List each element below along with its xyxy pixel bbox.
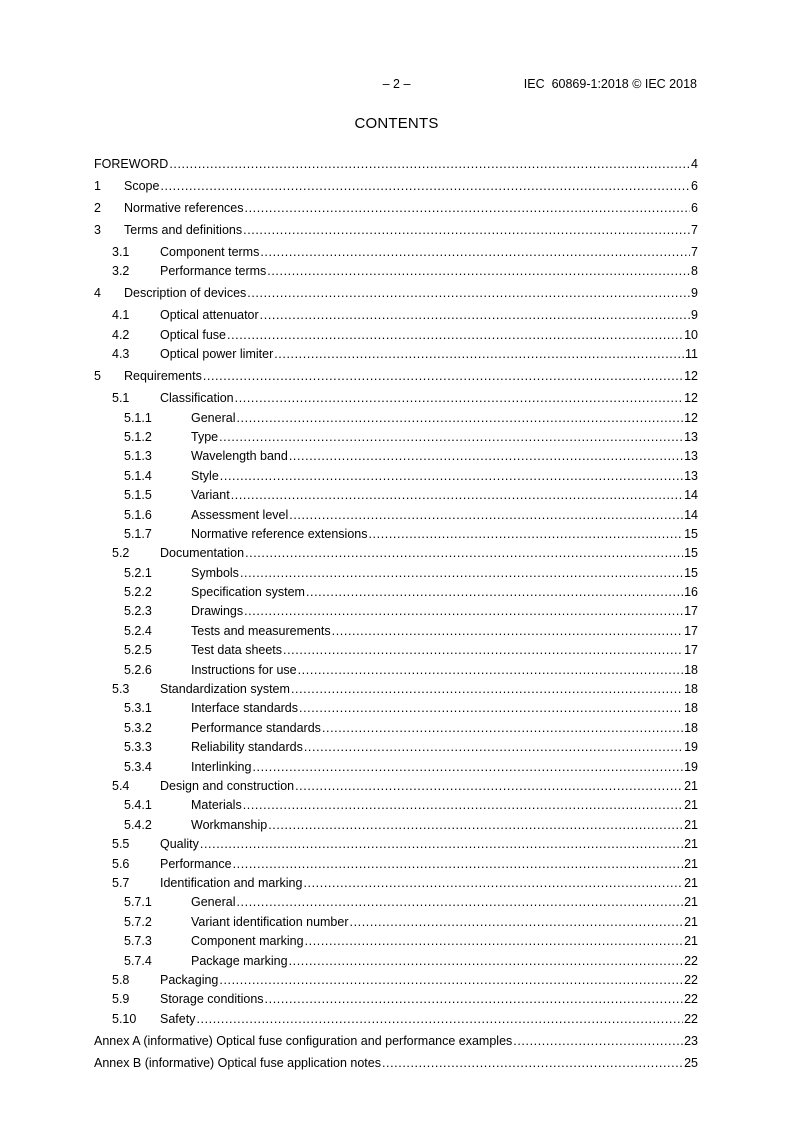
toc-entry-title: Component marking [191, 934, 304, 949]
toc-entry[interactable] [94, 740, 698, 755]
toc-entry[interactable] [94, 624, 698, 639]
toc-leader-dots [244, 604, 683, 619]
toc-entry[interactable] [94, 201, 698, 216]
toc-entry-number: 3.2 [112, 264, 130, 279]
standard-reference: IEC 60869-1:2018 © IEC 2018 [523, 77, 697, 91]
toc-entry[interactable] [94, 876, 698, 891]
toc-entry-title: Identification and marking [160, 875, 303, 890]
toc-entry-page: 16 [684, 585, 698, 600]
toc-leader-dots [332, 624, 683, 639]
toc-leader-dots [298, 663, 683, 678]
toc-entry-title: Test data sheets [191, 643, 283, 658]
toc-entry[interactable] [94, 347, 698, 362]
page-title: CONTENTS [354, 115, 439, 132]
toc-leader-dots [267, 264, 690, 279]
toc-entry-number: 5.3.2 [124, 720, 152, 735]
toc-entry-page: 18 [684, 662, 698, 677]
toc-entry-page: 21 [684, 778, 698, 793]
toc-entry-title: Component terms [160, 245, 260, 259]
toc-leader-dots [289, 508, 683, 523]
toc-entry-number: 5.2.1 [124, 565, 152, 580]
toc-entry[interactable] [94, 566, 698, 581]
toc-entry-number: 5.2 [112, 546, 130, 561]
toc-entry-title: Normative references [124, 201, 244, 215]
toc-entry-title: Terms and definitions [124, 223, 243, 237]
toc-entry-page: 12 [684, 369, 698, 384]
toc-entry-page: 21 [684, 914, 698, 929]
toc-entry[interactable] [94, 527, 698, 542]
toc-leader-dots [260, 308, 690, 323]
toc-entry[interactable] [94, 779, 698, 794]
toc-entry-number: 3 [94, 223, 101, 237]
toc-entry-number: 5.4.2 [124, 817, 152, 832]
toc-entry-title: Variant identification number [191, 914, 349, 929]
toc-entry-title: Specification system [191, 585, 305, 600]
toc-leader-dots [295, 779, 683, 794]
toc-entry-number: 5.4 [112, 778, 130, 793]
toc-entry[interactable] [94, 798, 698, 813]
toc-entry-number: 5.1.3 [124, 449, 152, 464]
toc-entry-number: 5.5 [112, 837, 130, 852]
toc-entry-title: Safety [160, 1011, 196, 1026]
toc-entry[interactable] [94, 760, 698, 775]
toc-leader-dots [220, 469, 683, 484]
toc-entry-page: 23 [684, 1033, 698, 1048]
toc-entry-number: 5.3.3 [124, 740, 152, 755]
toc-leader-dots [233, 857, 684, 872]
toc-entry-page: 19 [684, 759, 698, 774]
toc-leader-dots [219, 973, 683, 988]
toc-entry-page: 10 [684, 327, 698, 342]
toc-entry-title: Annex B (informative) Optical fuse application notes [94, 1055, 381, 1070]
toc-leader-dots [265, 992, 684, 1007]
toc-entry-title: Optical fuse [160, 327, 227, 342]
toc-entry-title: Documentation [160, 546, 245, 561]
toc-entry-page: 21 [684, 817, 698, 832]
toc-entry[interactable] [94, 308, 698, 323]
toc-entry[interactable] [94, 992, 698, 1007]
toc-entry-title: Reliability standards [191, 740, 303, 755]
toc-leader-dots [303, 876, 683, 891]
toc-entry-title: Interlinking [191, 759, 252, 774]
toc-entry-page: 6 [691, 179, 698, 193]
toc-leader-dots [289, 449, 683, 464]
toc-entry[interactable] [94, 508, 698, 523]
toc-entry-title: Storage conditions [160, 992, 264, 1007]
toc-entry-title: Design and construction [160, 778, 295, 793]
toc-entry-number: 5.8 [112, 972, 130, 987]
toc-entry-title: Variant [191, 488, 230, 503]
toc-entry-page: 14 [684, 507, 698, 522]
toc-leader-dots [382, 1056, 683, 1071]
toc-entry-title: Optical power limiter [160, 347, 274, 362]
toc-leader-dots [169, 157, 690, 172]
toc-entry-number: 5.1.2 [124, 429, 152, 444]
toc-entry-page: 17 [684, 623, 698, 638]
toc-entry[interactable] [94, 469, 698, 484]
toc-leader-dots [289, 954, 684, 969]
toc-entry[interactable] [94, 391, 698, 406]
toc-entry-page: 4 [691, 157, 698, 171]
toc-entry-page: 21 [684, 875, 698, 890]
toc-entry-number: 5.2.4 [124, 623, 152, 638]
toc-entry[interactable] [94, 1012, 698, 1027]
toc-leader-dots [268, 818, 683, 833]
toc-entry-page: 17 [684, 643, 698, 658]
toc-entry-page: 17 [684, 604, 698, 619]
toc-entry-number: 5.7.4 [124, 953, 152, 968]
toc-leader-dots [252, 760, 683, 775]
toc-leader-dots [243, 798, 683, 813]
toc-entry-title: Wavelength band [191, 449, 288, 464]
toc-entry-page: 21 [684, 895, 698, 910]
toc-entry-number: 5.1.7 [124, 526, 152, 541]
toc-entry[interactable] [94, 264, 698, 279]
toc-entry-title: Package marking [191, 953, 288, 968]
toc-leader-dots [304, 740, 683, 755]
toc-entry-number: 5.2.3 [124, 604, 152, 619]
toc-entry-number: 5.7.3 [124, 934, 152, 949]
toc-entry-page: 9 [691, 308, 698, 323]
toc-entry[interactable] [94, 837, 698, 852]
toc-entry[interactable] [94, 179, 698, 194]
toc-entry-page: 18 [684, 701, 698, 716]
toc-entry[interactable] [94, 411, 698, 426]
toc-entry[interactable] [94, 895, 698, 910]
toc-leader-dots [245, 201, 691, 216]
toc-entry-number: 5.1.4 [124, 468, 152, 483]
toc-entry[interactable] [94, 1056, 698, 1071]
toc-entry-number: 4 [94, 286, 101, 301]
toc-entry-number: 5.6 [112, 856, 130, 871]
toc-entry-page: 14 [684, 488, 698, 503]
toc-entry[interactable] [94, 430, 698, 445]
toc-entry[interactable] [94, 857, 698, 872]
toc-entry-page: 22 [684, 953, 698, 968]
toc-entry-number: 3.1 [112, 245, 130, 259]
toc-entry-page: 7 [691, 245, 698, 259]
toc-entry[interactable] [94, 286, 698, 301]
toc-entry-title: Optical attenuator [160, 308, 259, 323]
toc-entry[interactable] [94, 682, 698, 697]
toc-entry-page: 8 [691, 264, 698, 279]
toc-entry-title: Description of devices [124, 286, 247, 301]
toc-entry-page: 12 [684, 391, 698, 406]
toc-entry[interactable] [94, 915, 698, 930]
toc-leader-dots [243, 223, 690, 238]
toc-entry-page: 21 [684, 837, 698, 852]
toc-entry-page: 7 [691, 223, 698, 237]
toc-entry[interactable] [94, 818, 698, 833]
toc-leader-dots [322, 721, 683, 736]
toc-entry-number: 5.2.5 [124, 643, 152, 658]
toc-entry-number: 5.1 [112, 391, 130, 406]
toc-entry-title: Symbols [191, 565, 239, 580]
toc-entry[interactable] [94, 954, 698, 969]
toc-entry-number: 5.3.4 [124, 759, 152, 774]
toc-entry[interactable] [94, 546, 698, 561]
toc-entry-number: 4.3 [112, 347, 130, 362]
toc-leader-dots [160, 179, 690, 194]
toc-entry-page: 9 [691, 286, 698, 301]
toc-entry[interactable] [94, 701, 698, 716]
toc-entry-title: Performance [160, 856, 232, 871]
toc-entry-title: Instructions for use [191, 662, 297, 677]
toc-entry-number: 2 [94, 201, 101, 215]
toc-entry-number: 5.3 [112, 682, 130, 697]
toc-entry-page: 19 [684, 740, 698, 755]
toc-entry-title: Performance terms [160, 264, 267, 279]
toc-entry-page: 13 [684, 449, 698, 464]
toc-entry-title: Scope [124, 179, 160, 193]
toc-entry-page: 21 [684, 798, 698, 813]
toc-entry-page: 21 [684, 856, 698, 871]
toc-leader-dots [283, 643, 683, 658]
toc-entry-page: 13 [684, 429, 698, 444]
toc-entry-title: FOREWORD [94, 157, 169, 171]
toc-entry-page: 22 [684, 992, 698, 1007]
toc-entry-title: Performance standards [191, 720, 321, 735]
toc-leader-dots [219, 430, 683, 445]
toc-entry-title: Interface standards [191, 701, 299, 716]
toc-entry[interactable] [94, 223, 698, 238]
toc-entry-number: 5.3.1 [124, 701, 152, 716]
toc-leader-dots [247, 286, 690, 301]
toc-entry[interactable] [94, 245, 698, 260]
toc-leader-dots [235, 391, 683, 406]
toc-entry-title: Requirements [124, 369, 202, 384]
toc-entry-title: General [191, 895, 236, 910]
toc-entry[interactable] [94, 157, 698, 172]
toc-leader-dots [240, 566, 683, 581]
toc-entry-number: 5.7.1 [124, 895, 152, 910]
toc-entry-page: 15 [684, 546, 698, 561]
toc-entry-number: 5.7.2 [124, 914, 152, 929]
toc-entry-number: 5.1.5 [124, 488, 152, 503]
toc-leader-dots [306, 585, 683, 600]
toc-entry-number: 5.4.1 [124, 798, 152, 813]
toc-entry-number: 4.1 [112, 308, 130, 323]
toc-entry[interactable] [94, 721, 698, 736]
toc-leader-dots [299, 701, 683, 716]
toc-entry-page: 21 [684, 934, 698, 949]
toc-entry-number: 5.10 [112, 1011, 137, 1026]
toc-entry-page: 11 [685, 347, 698, 362]
toc-entry-number: 5 [94, 369, 101, 384]
toc-entry-number: 5.2.2 [124, 585, 152, 600]
toc-leader-dots [196, 1012, 683, 1027]
toc-entry[interactable] [94, 1034, 698, 1049]
toc-leader-dots [291, 682, 683, 697]
toc-leader-dots [227, 328, 683, 343]
toc-entry[interactable] [94, 328, 698, 343]
toc-entry-title: Quality [160, 837, 199, 852]
toc-entry-page: 18 [684, 720, 698, 735]
toc-entry-page: 12 [684, 410, 698, 425]
toc-entry-title: Classification [160, 391, 234, 406]
table-of-contents [94, 157, 698, 1071]
toc-entry-title: Assessment level [191, 507, 289, 522]
toc-entry-page: 15 [684, 565, 698, 580]
toc-leader-dots [200, 837, 683, 852]
toc-entry-number: 5.1.1 [124, 410, 152, 425]
toc-entry-title: Type [191, 429, 219, 444]
toc-leader-dots [305, 934, 684, 949]
toc-entry[interactable] [94, 643, 698, 658]
toc-leader-dots [236, 411, 683, 426]
toc-entry-title: Standardization system [160, 682, 290, 697]
toc-leader-dots [231, 488, 683, 503]
toc-entry[interactable] [94, 488, 698, 503]
toc-entry-page: 22 [684, 972, 698, 987]
toc-entry-page: 15 [684, 526, 698, 541]
toc-entry-number: 5.9 [112, 992, 130, 1007]
toc-entry-number: 5.1.6 [124, 507, 152, 522]
toc-entry-title: Workmanship [191, 817, 268, 832]
toc-leader-dots [513, 1034, 683, 1049]
toc-entry-number: 4.2 [112, 327, 130, 342]
toc-entry-title: Style [191, 468, 219, 483]
toc-entry[interactable] [94, 973, 698, 988]
toc-entry-title: Annex A (informative) Optical fuse configuration and performance examples [94, 1033, 513, 1048]
toc-entry-title: Tests and measurements [191, 623, 331, 638]
toc-leader-dots [203, 369, 683, 384]
toc-entry-title: Packaging [160, 972, 219, 987]
toc-entry-number: 1 [94, 179, 101, 193]
toc-entry[interactable] [94, 585, 698, 600]
toc-entry-title: Normative reference extensions [191, 526, 368, 541]
toc-entry-number: 5.2.6 [124, 662, 152, 677]
toc-entry-page: 18 [684, 682, 698, 697]
toc-leader-dots [245, 546, 683, 561]
toc-leader-dots [368, 527, 683, 542]
toc-leader-dots [260, 245, 690, 260]
toc-leader-dots [350, 915, 684, 930]
toc-entry-page: 13 [684, 468, 698, 483]
toc-entry[interactable] [94, 449, 698, 464]
toc-leader-dots [236, 895, 683, 910]
toc-entry[interactable] [94, 604, 698, 619]
toc-entry-title: General [191, 410, 236, 425]
toc-entry-title: Drawings [191, 604, 244, 619]
toc-entry-page: 25 [684, 1055, 698, 1070]
toc-entry[interactable] [94, 934, 698, 949]
toc-entry[interactable] [94, 369, 698, 384]
toc-entry-title: Materials [191, 798, 242, 813]
toc-entry-page: 6 [691, 201, 698, 215]
toc-leader-dots [274, 347, 684, 362]
page-number: – 2 – [382, 77, 411, 91]
toc-entry-number: 5.7 [112, 875, 130, 890]
toc-entry[interactable] [94, 663, 698, 678]
toc-entry-page: 22 [684, 1011, 698, 1026]
